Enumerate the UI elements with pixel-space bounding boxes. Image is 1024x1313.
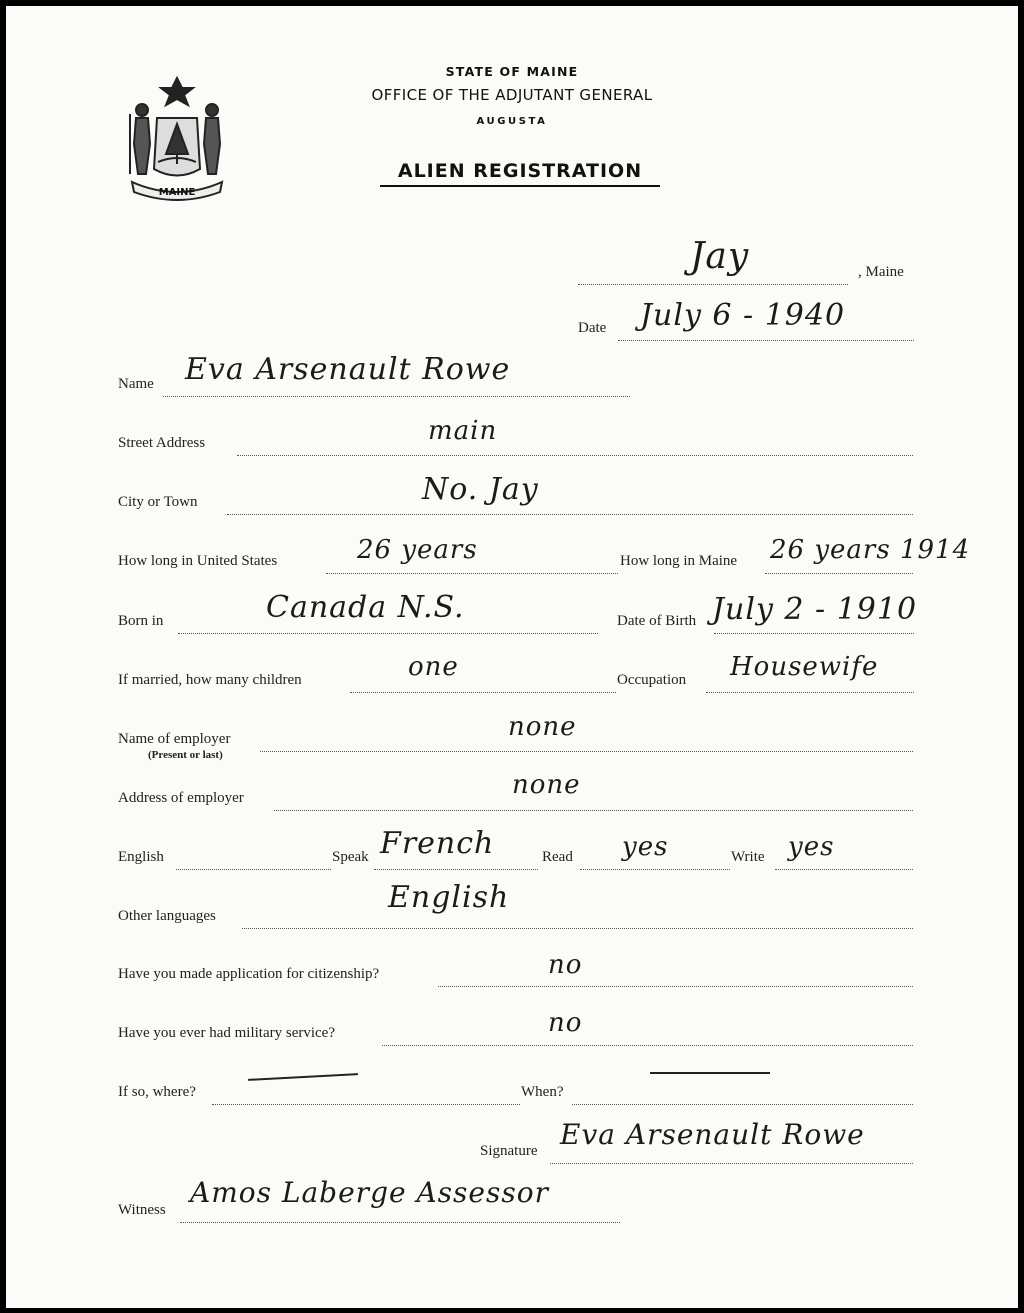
citizenship-value: no bbox=[548, 950, 583, 980]
born-in-value: Canada N.S. bbox=[266, 590, 465, 625]
street-address-value: main bbox=[428, 416, 498, 446]
speak-value: French bbox=[380, 826, 495, 861]
when-line bbox=[572, 1104, 913, 1105]
children-label: If married, how many children bbox=[118, 672, 302, 688]
where-label: If so, where? bbox=[118, 1084, 196, 1100]
date-line bbox=[618, 340, 914, 341]
form-title: ALIEN REGISTRATION bbox=[380, 160, 660, 187]
witness-line bbox=[180, 1222, 620, 1223]
employer-value: none bbox=[508, 712, 577, 742]
employer-address-value: none bbox=[512, 770, 581, 800]
write-label: Write bbox=[731, 849, 765, 865]
name-label: Name bbox=[118, 376, 154, 392]
street-address-label: Street Address bbox=[118, 435, 206, 451]
english-line bbox=[176, 869, 331, 870]
signature-line bbox=[550, 1163, 913, 1164]
how-long-us-line bbox=[326, 573, 618, 574]
citizenship-line bbox=[438, 986, 913, 987]
signature-value: Eva Arsenault Rowe bbox=[560, 1118, 865, 1151]
military-line bbox=[382, 1045, 913, 1046]
date-of-birth-label: Date of Birth bbox=[617, 613, 697, 629]
header-office: OFFICE OF THE ADJUTANT GENERAL bbox=[371, 86, 653, 104]
how-long-maine-line bbox=[765, 573, 913, 574]
employer-label: Name of employer bbox=[118, 731, 231, 747]
speak-label: Speak bbox=[332, 849, 369, 865]
signature-label: Signature bbox=[480, 1143, 538, 1159]
where-line bbox=[212, 1104, 520, 1105]
header-state: STATE OF MAINE bbox=[445, 64, 579, 79]
occupation-line bbox=[706, 692, 914, 693]
read-value: yes bbox=[622, 832, 669, 862]
how-long-us-label: How long in United States bbox=[118, 553, 278, 569]
employer-note: (Present or last) bbox=[148, 749, 223, 761]
town-suffix-label: , Maine bbox=[858, 264, 904, 280]
city-line bbox=[227, 514, 913, 515]
occupation-label: Occupation bbox=[617, 672, 687, 688]
how-long-us-value: 26 years bbox=[357, 535, 478, 565]
date-value: July 6 - 1940 bbox=[640, 298, 846, 333]
military-label: Have you ever had military service? bbox=[118, 1025, 335, 1041]
write-value: yes bbox=[788, 832, 835, 862]
other-languages-line bbox=[242, 928, 913, 929]
how-long-maine-value: 26 years 1914 bbox=[770, 535, 971, 565]
when-dash-mark bbox=[650, 1072, 770, 1074]
write-line bbox=[775, 869, 913, 870]
read-line bbox=[580, 869, 730, 870]
employer-address-label: Address of employer bbox=[118, 790, 244, 806]
city-label: City or Town bbox=[118, 494, 198, 510]
other-languages-label: Other languages bbox=[118, 908, 216, 924]
town-line bbox=[578, 284, 848, 285]
when-label: When? bbox=[521, 1084, 564, 1100]
how-long-maine-label: How long in Maine bbox=[620, 553, 738, 569]
date-of-birth-value: July 2 - 1910 bbox=[712, 592, 918, 627]
children-value: one bbox=[408, 652, 459, 682]
name-value: Eva Arsenault Rowe bbox=[185, 352, 511, 387]
military-value: no bbox=[548, 1008, 583, 1038]
children-line bbox=[350, 692, 616, 693]
date-label: Date bbox=[578, 320, 607, 336]
occupation-value: Housewife bbox=[730, 652, 879, 682]
street-address-line bbox=[237, 455, 913, 456]
name-line bbox=[163, 396, 630, 397]
read-label: Read bbox=[542, 849, 573, 865]
witness-value: Amos Laberge Assessor bbox=[190, 1176, 549, 1209]
speak-line bbox=[374, 869, 538, 870]
born-in-line bbox=[178, 633, 598, 634]
date-of-birth-line bbox=[714, 633, 914, 634]
employer-line bbox=[260, 751, 913, 752]
seal-banner-text: MAINE bbox=[158, 187, 196, 198]
header-city: AUGUSTA bbox=[476, 116, 548, 127]
other-languages-value: English bbox=[388, 880, 510, 915]
town-value: Jay bbox=[690, 236, 750, 277]
witness-label: Witness bbox=[118, 1202, 166, 1218]
citizenship-label: Have you made application for citizenship? bbox=[118, 966, 380, 982]
employer-address-line bbox=[274, 810, 913, 811]
city-value: No. Jay bbox=[422, 472, 539, 507]
born-in-label: Born in bbox=[118, 613, 164, 629]
english-label: English bbox=[118, 849, 164, 865]
